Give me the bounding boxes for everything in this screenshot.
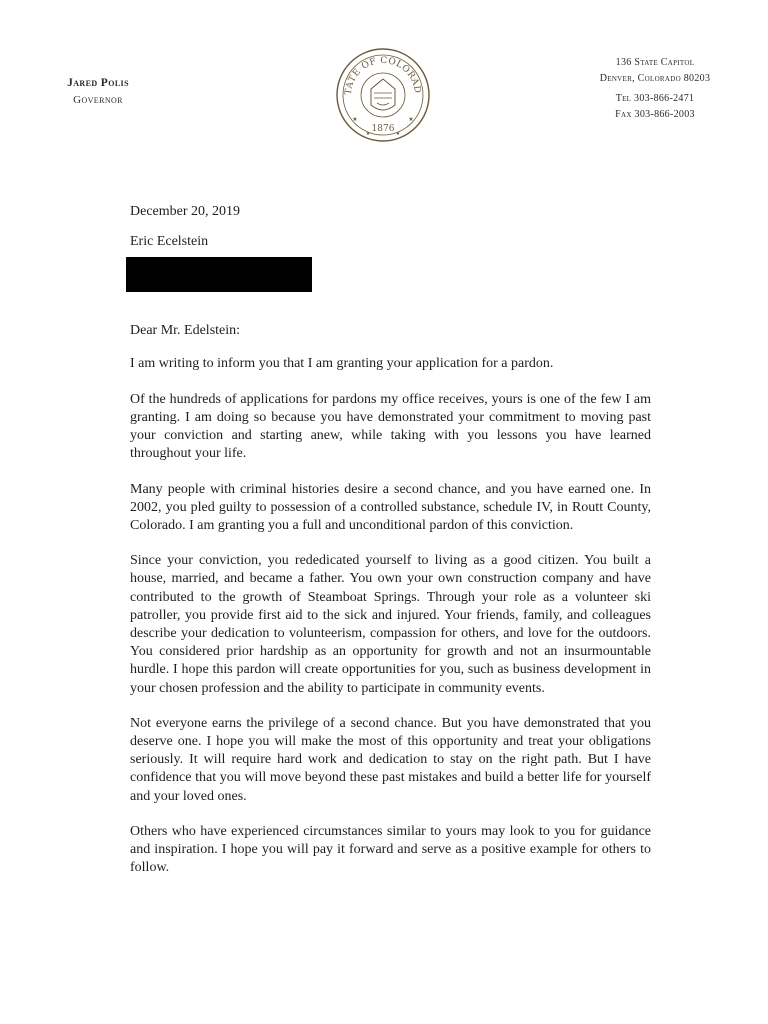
salutation: Dear Mr. Edelstein: bbox=[130, 323, 241, 339]
address-line-2: Denver, Colorado 80203 bbox=[599, 73, 711, 84]
address-line-1: 136 State Capitol bbox=[615, 57, 695, 68]
paragraph: Others who have experienced circumstances similar to yours may look to you for guidance and inspiration. I hope you will pay it forward and serve as a positive example for others to follow. bbox=[130, 823, 651, 876]
svg-text:★: ★ bbox=[395, 131, 401, 137]
state-seal-icon bbox=[333, 45, 433, 145]
paragraph: Not everyone earns the privilege of a second chance. But you have demonstrated that you deserve one. I hope you will make the most of this opportunity and treat your obligations seriously. It will require hard work and dedication to stay on the right path. But I have confidence that you will move beyond these past mistakes and build a better life for yourself and your loved ones. bbox=[130, 715, 651, 804]
paragraph: Of the hundreds of applications for pardons my office receives, yours is one of the few I am granting. I am doing so because you have demonstrated your commitment to moving past your conviction and starting anew, while taking with you lessons you have learned throughout your life. bbox=[130, 391, 651, 462]
paragraph: Many people with criminal histories desire a second chance, and you have earned one. In 2002, you pled guilty to possession of a controlled substance, schedule IV, in Routt County, Colorado. I am granting you a full and unconditional pardon of this conviction. bbox=[130, 481, 651, 534]
letterhead-governor bbox=[38, 75, 158, 109]
svg-text:★: ★ bbox=[365, 131, 371, 137]
fax: Fax 303-866-2003 bbox=[615, 109, 695, 120]
paragraph: Since your conviction, you rededicated yourself to living as a good citizen. You built a house, married, and became a father. You own your own construction company and have contributed to the growth of Steamboat Springs. Through your role as a volunteer ski patroller, you provide first aid to the sick and injured. Your friends, family, and colleagues describe your dedication to volunteerism, compassion for others, and love for the outdoors. You considered prior hardship as an opportunity for growth and not an insurmountable hurdle. I hope this pardon will create opportunities for you, such as business development in your chosen profession and the ability to participate in community events. bbox=[130, 553, 651, 696]
redacted-address bbox=[126, 257, 312, 292]
seal-year: 1876 bbox=[371, 124, 395, 134]
svg-text:STATE OF COLORADO bbox=[333, 45, 422, 95]
letterhead-address bbox=[575, 55, 735, 123]
seal-top-text: TATE OF COLORAD bbox=[343, 55, 423, 96]
svg-text:★: ★ bbox=[408, 116, 414, 123]
letter-date: December 20, 2019 bbox=[130, 204, 241, 219]
letter-body bbox=[130, 203, 651, 894]
recipient-name: Eric Ecelstein bbox=[130, 234, 209, 250]
paragraph: I am writing to inform you that I am granting your application for a pardon. bbox=[130, 355, 554, 371]
governor-title: Governor bbox=[73, 94, 123, 106]
svg-text:★: ★ bbox=[352, 116, 358, 123]
governor-name: Jared Polis bbox=[67, 77, 129, 89]
telephone: Tel 303-866-2471 bbox=[615, 93, 695, 104]
